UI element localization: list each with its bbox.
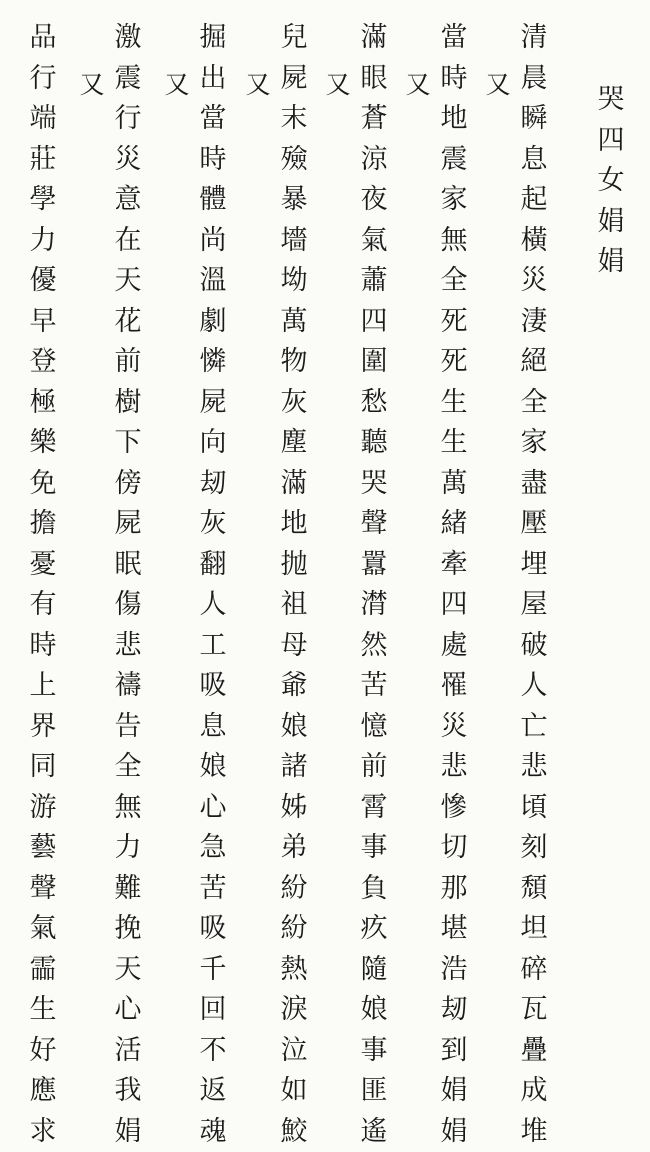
verse-char: 諸 (277, 747, 311, 788)
verse-column (437, 18, 471, 1152)
verse-char: 應 (26, 1071, 60, 1112)
verse-char: 品 (26, 18, 60, 59)
verse-char: 娘 (357, 990, 391, 1031)
verse-char: 絕 (517, 342, 551, 383)
verse-char: 吸 (196, 909, 230, 950)
verse-char: 然 (357, 626, 391, 667)
verse-char: 天 (111, 261, 145, 302)
verse-column (111, 18, 145, 1152)
verse-char: 隨 (357, 950, 391, 991)
you-marker: 又 (323, 70, 353, 100)
verse-char: 涼 (357, 140, 391, 181)
verse-column (357, 18, 391, 1152)
verse-char: 堪 (437, 909, 471, 950)
you-marker: 又 (162, 70, 192, 100)
verse-char: 傍 (111, 464, 145, 505)
verse-char: 震 (111, 59, 145, 100)
verse-char: 屍 (196, 383, 230, 424)
verse-char: 時 (196, 140, 230, 181)
verse-char: 蕭 (357, 261, 391, 302)
verse-char: 優 (26, 261, 60, 302)
verse-char: 行 (26, 59, 60, 100)
verse-char: 悲 (111, 626, 145, 667)
verse-char: 兒 (277, 18, 311, 59)
verse-char: 疊 (517, 1031, 551, 1072)
verse-char: 眠 (111, 545, 145, 586)
verse-char: 震 (437, 140, 471, 181)
verse-char: 霝 (26, 950, 60, 991)
verse-char: 弟 (277, 828, 311, 869)
verse-char: 在 (111, 221, 145, 262)
verse-char: 刼 (437, 990, 471, 1031)
verse-char: 樂 (26, 423, 60, 464)
verse-char: 埋 (517, 545, 551, 586)
verse-char: 牽 (437, 545, 471, 586)
verse-char: 苦 (357, 666, 391, 707)
verse-char: 切 (437, 828, 471, 869)
verse-char: 無 (111, 788, 145, 829)
verse-char: 學 (26, 180, 60, 221)
title-char: 娟 (594, 202, 628, 243)
verse-char: 急 (196, 828, 230, 869)
verse-char: 晨 (517, 59, 551, 100)
verse-char: 滿 (277, 464, 311, 505)
verse-char: 墻 (277, 221, 311, 262)
verse-char: 求 (26, 1112, 60, 1152)
verse-char: 刻 (517, 828, 551, 869)
verse-char: 愁 (357, 383, 391, 424)
verse-char: 緒 (437, 504, 471, 545)
verse-char: 時 (437, 59, 471, 100)
you-marker: 又 (243, 70, 273, 100)
verse-char: 告 (111, 707, 145, 748)
verse-char: 前 (111, 342, 145, 383)
verse-char: 灰 (196, 504, 230, 545)
verse-char: 到 (437, 1031, 471, 1072)
verse-char: 頹 (517, 869, 551, 910)
verse-char: 游 (26, 788, 60, 829)
verse-column (277, 18, 311, 1152)
verse-char: 樹 (111, 383, 145, 424)
verse-char: 劇 (196, 302, 230, 343)
verse-char: 禱 (111, 666, 145, 707)
verse-char: 災 (517, 261, 551, 302)
verse-char: 姊 (277, 788, 311, 829)
verse-column (26, 18, 60, 1152)
verse-char: 瓦 (517, 990, 551, 1031)
verse-char: 花 (111, 302, 145, 343)
verse-char: 娟 (437, 1071, 471, 1112)
verse-char: 界 (26, 707, 60, 748)
verse-char: 溫 (196, 261, 230, 302)
verse-char: 蒼 (357, 99, 391, 140)
verse-char: 氣 (357, 221, 391, 262)
verse-char: 抛 (277, 545, 311, 586)
verse-char: 家 (437, 180, 471, 221)
verse-char: 掘 (196, 18, 230, 59)
verse-char: 生 (26, 990, 60, 1031)
verse-char: 霄 (357, 788, 391, 829)
verse-char: 瞬 (517, 99, 551, 140)
verse-char: 生 (437, 423, 471, 464)
verse-char: 浩 (437, 950, 471, 991)
verse-char: 返 (196, 1071, 230, 1112)
verse-char: 憶 (357, 707, 391, 748)
verse-char: 暴 (277, 180, 311, 221)
verse-char: 全 (437, 261, 471, 302)
verse-char: 上 (26, 666, 60, 707)
verse-char: 苦 (196, 869, 230, 910)
verse-char: 匪 (357, 1071, 391, 1112)
verse-char: 刼 (196, 464, 230, 505)
verse-char: 息 (517, 140, 551, 181)
verse-char: 萬 (437, 464, 471, 505)
verse-char: 端 (26, 99, 60, 140)
verse-char: 塵 (277, 423, 311, 464)
verse-char: 事 (357, 828, 391, 869)
verse-char: 尚 (196, 221, 230, 262)
verse-char: 有 (26, 585, 60, 626)
verse-char: 屍 (277, 59, 311, 100)
verse-char: 頃 (517, 788, 551, 829)
verse-char: 萬 (277, 302, 311, 343)
verse-char: 聲 (26, 869, 60, 910)
verse-char: 清 (517, 18, 551, 59)
verse-char: 聽 (357, 423, 391, 464)
verse-char: 活 (111, 1031, 145, 1072)
verse-char: 鮫 (277, 1112, 311, 1152)
verse-char: 回 (196, 990, 230, 1031)
verse-char: 氣 (26, 909, 60, 950)
verse-char: 免 (26, 464, 60, 505)
verse-char: 當 (437, 18, 471, 59)
verse-char: 家 (517, 423, 551, 464)
verse-char: 息 (196, 707, 230, 748)
verse-char: 下 (111, 423, 145, 464)
verse-char: 憐 (196, 342, 230, 383)
verse-char: 娘 (196, 747, 230, 788)
title-char: 娟 (594, 242, 628, 283)
verse-char: 意 (111, 180, 145, 221)
verse-char: 泣 (277, 1031, 311, 1072)
verse-char: 悲 (517, 747, 551, 788)
verse-char: 登 (26, 342, 60, 383)
verse-char: 囂 (357, 545, 391, 586)
verse-char: 天 (111, 950, 145, 991)
verse-char: 死 (437, 302, 471, 343)
verse-char: 憂 (26, 545, 60, 586)
verse-char: 體 (196, 180, 230, 221)
verse-char: 屋 (517, 585, 551, 626)
verse-char: 娘 (277, 707, 311, 748)
verse-char: 時 (26, 626, 60, 667)
verse-char: 罹 (437, 666, 471, 707)
verse-char: 堆 (517, 1112, 551, 1152)
verse-char: 屍 (111, 504, 145, 545)
verse-char: 灰 (277, 383, 311, 424)
verse-char: 心 (196, 788, 230, 829)
verse-char: 向 (196, 423, 230, 464)
verse-char: 人 (196, 585, 230, 626)
verse-char: 紛 (277, 909, 311, 950)
verse-char: 哭 (357, 464, 391, 505)
verse-char: 生 (437, 383, 471, 424)
verse-char: 四 (357, 302, 391, 343)
verse-char: 潸 (357, 585, 391, 626)
verse-char: 那 (437, 869, 471, 910)
verse-char: 橫 (517, 221, 551, 262)
verse-char: 滿 (357, 18, 391, 59)
verse-char: 死 (437, 342, 471, 383)
verse-char: 翻 (196, 545, 230, 586)
verse-char: 地 (437, 99, 471, 140)
verse-char: 力 (111, 828, 145, 869)
verse-char: 出 (196, 59, 230, 100)
you-marker: 又 (77, 70, 107, 100)
verse-char: 遙 (357, 1112, 391, 1152)
verse-char: 破 (517, 626, 551, 667)
verse-char: 如 (277, 1071, 311, 1112)
verse-char: 莊 (26, 140, 60, 181)
verse-char: 殮 (277, 140, 311, 181)
verse-char: 悲 (437, 747, 471, 788)
verse-char: 力 (26, 221, 60, 262)
verse-char: 行 (111, 99, 145, 140)
verse-char: 地 (277, 504, 311, 545)
verse-char: 娟 (111, 1112, 145, 1152)
verse-char: 工 (196, 626, 230, 667)
verse-char: 碎 (517, 950, 551, 991)
title-char: 女 (594, 161, 628, 202)
title-char: 四 (594, 121, 628, 162)
verse-char: 成 (517, 1071, 551, 1112)
verse-char: 圍 (357, 342, 391, 383)
verse-char: 末 (277, 99, 311, 140)
verse-char: 坦 (517, 909, 551, 950)
verse-char: 無 (437, 221, 471, 262)
verse-char: 當 (196, 99, 230, 140)
verse-char: 熱 (277, 950, 311, 991)
verse-char: 我 (111, 1071, 145, 1112)
verse-char: 物 (277, 342, 311, 383)
verse-char: 藝 (26, 828, 60, 869)
verse-char: 早 (26, 302, 60, 343)
verse-char: 娟 (437, 1112, 471, 1152)
verse-char: 前 (357, 747, 391, 788)
verse-char: 紛 (277, 869, 311, 910)
verse-char: 起 (517, 180, 551, 221)
verse-char: 魂 (196, 1112, 230, 1152)
verse-char: 災 (111, 140, 145, 181)
verse-char: 同 (26, 747, 60, 788)
verse-char: 災 (437, 707, 471, 748)
verse-char: 事 (357, 1031, 391, 1072)
poem-title (594, 80, 628, 283)
verse-char: 吸 (196, 666, 230, 707)
verse-char: 全 (111, 747, 145, 788)
title-char: 哭 (594, 80, 628, 121)
verse-char: 好 (26, 1031, 60, 1072)
verse-char: 慘 (437, 788, 471, 829)
verse-char: 爺 (277, 666, 311, 707)
verse-char: 四 (437, 585, 471, 626)
verse-char: 盡 (517, 464, 551, 505)
verse-char: 極 (26, 383, 60, 424)
verse-char: 淚 (277, 990, 311, 1031)
verse-char: 母 (277, 626, 311, 667)
you-marker: 又 (483, 70, 513, 100)
verse-char: 夜 (357, 180, 391, 221)
verse-char: 心 (111, 990, 145, 1031)
verse-char: 擔 (26, 504, 60, 545)
verse-char: 人 (517, 666, 551, 707)
verse-column (517, 18, 551, 1152)
verse-char: 壓 (517, 504, 551, 545)
verse-char: 全 (517, 383, 551, 424)
verse-char: 疚 (357, 909, 391, 950)
verse-column (196, 18, 230, 1152)
verse-char: 負 (357, 869, 391, 910)
verse-char: 淒 (517, 302, 551, 343)
verse-char: 激 (111, 18, 145, 59)
verse-char: 千 (196, 950, 230, 991)
verse-char: 挽 (111, 909, 145, 950)
verse-char: 祖 (277, 585, 311, 626)
verse-char: 不 (196, 1031, 230, 1072)
you-marker: 又 (403, 70, 433, 100)
verse-char: 傷 (111, 585, 145, 626)
verse-char: 坳 (277, 261, 311, 302)
verse-char: 眼 (357, 59, 391, 100)
verse-char: 聲 (357, 504, 391, 545)
verse-char: 亡 (517, 707, 551, 748)
verse-char: 難 (111, 869, 145, 910)
verse-char: 處 (437, 626, 471, 667)
